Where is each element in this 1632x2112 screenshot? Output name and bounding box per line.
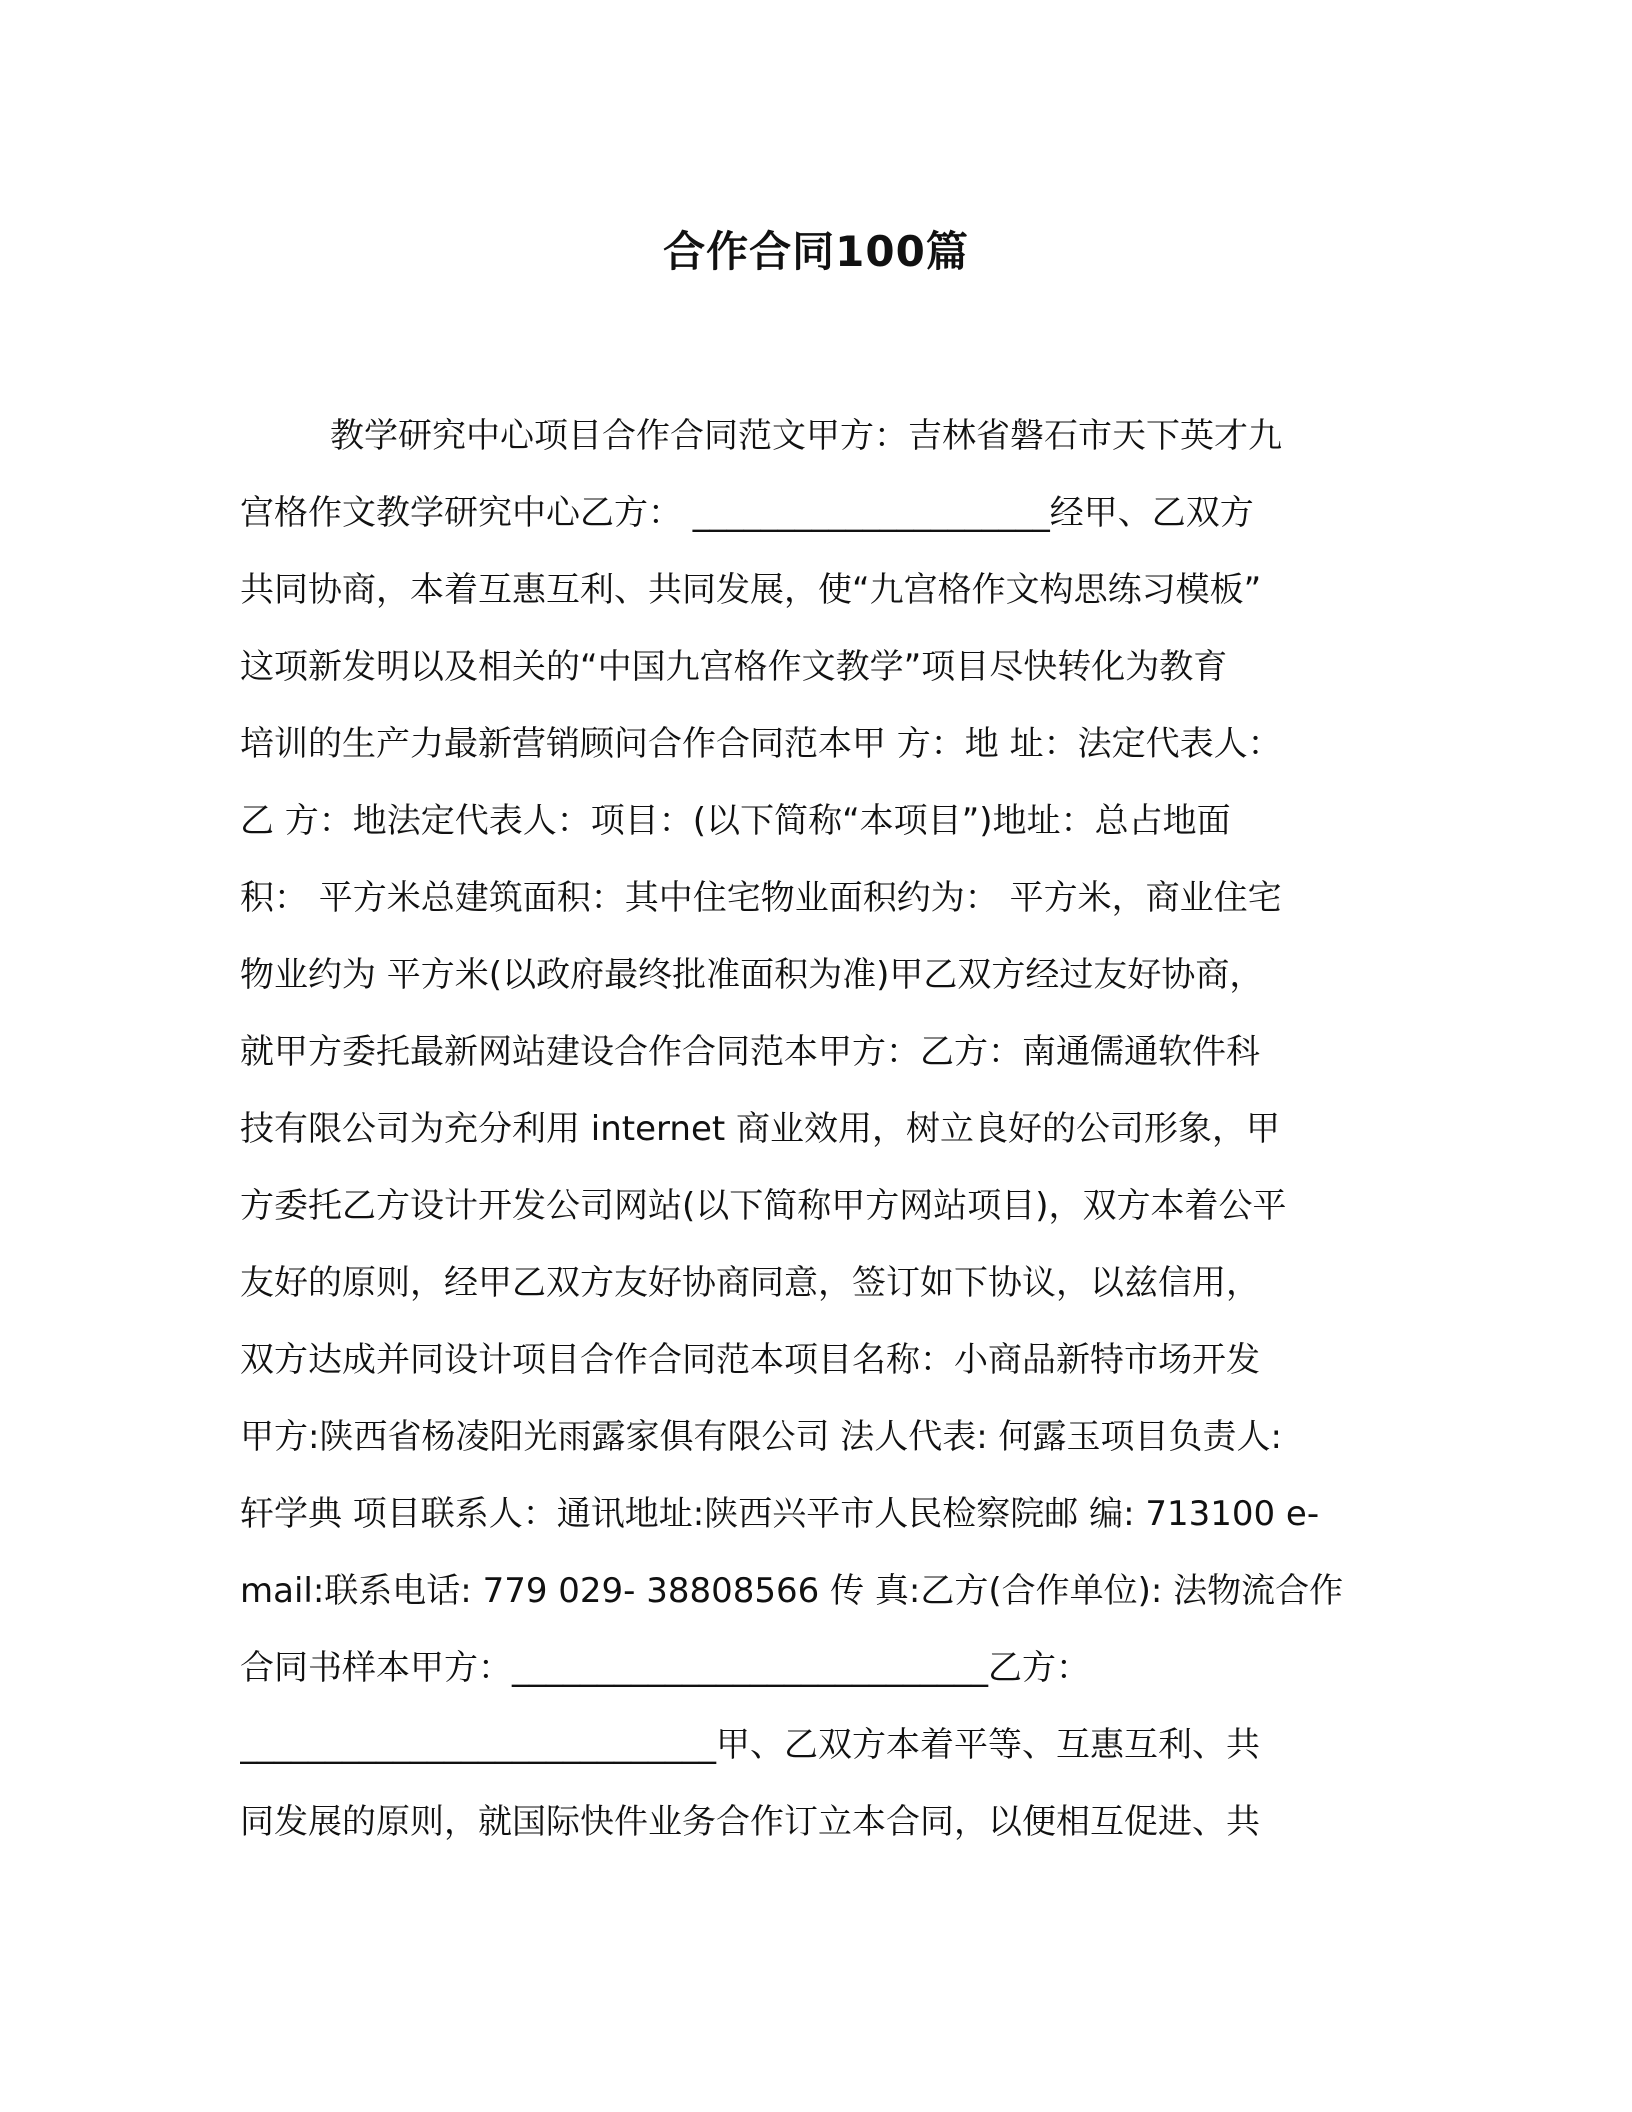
body-line: 教学研究中心项目合作合同范文甲方：吉林省磐石市天下英才九 xyxy=(330,416,1282,456)
body-line: 甲方:陕西省杨凌阳光雨露家俱有限公司 法人代表: 何露玉项目负责人: xyxy=(240,1417,1282,1457)
body-line: 积： 平方米总建筑面积：其中住宅物业面积约为： 平方米，商业住宅 xyxy=(240,878,1282,918)
document-body xyxy=(240,398,1390,1861)
body-line: 轩学典 项目联系人：通讯地址:陕西兴平市人民检察院邮 编: 713100 e- xyxy=(240,1494,1320,1534)
body-line: 宫格作文教学研究中心乙方： _____________________经甲、乙双方 xyxy=(240,493,1254,533)
body-line: 培训的生产力最新营销顾问合作合同范本甲 方：地 址：法定代表人： xyxy=(240,724,1282,764)
body-line: 同发展的原则，就国际快件业务合作订立本合同，以便相互促进、共 xyxy=(240,1802,1260,1842)
body-line: 物业约为 平方米(以政府最终批准面积为准)甲乙双方经过友好协商， xyxy=(240,955,1264,995)
body-line: 这项新发明以及相关的“中国九宫格作文教学”项目尽快转化为教育 xyxy=(240,647,1228,687)
body-line: 共同协商，本着互惠互利、共同发展，使“九宫格作文构思练习模板” xyxy=(240,570,1262,610)
body-line: 双方达成并同设计项目合作合同范本项目名称：小商品新特市场开发 xyxy=(240,1340,1260,1380)
body-line: 就甲方委托最新网站建设合作合同范本甲方：乙方：南通儒通软件科 xyxy=(240,1032,1260,1072)
body-line: 乙 方：地法定代表人：项目：(以下简称“本项目”)地址：总占地面 xyxy=(240,801,1231,841)
body-line: 友好的原则，经甲乙双方友好协商同意，签订如下协议，以兹信用， xyxy=(240,1263,1260,1303)
body-line: 技有限公司为充分利用 internet 商业效用，树立良好的公司形象，甲 xyxy=(240,1109,1281,1149)
body-line: 方委托乙方设计开发公司网站(以下简称甲方网站项目)，双方本着公平 xyxy=(240,1186,1287,1226)
body-line: 合同书样本甲方：____________________________乙方： xyxy=(240,1648,1090,1688)
body-line: ____________________________甲、乙双方本着平等、互惠互利、共 xyxy=(240,1725,1260,1765)
body-line: mail:联系电话: 779 029- 38808566 传 真:乙方(合作单位): 法物流合作 xyxy=(240,1571,1344,1611)
document-title: 合作合同100篇 xyxy=(663,227,969,276)
